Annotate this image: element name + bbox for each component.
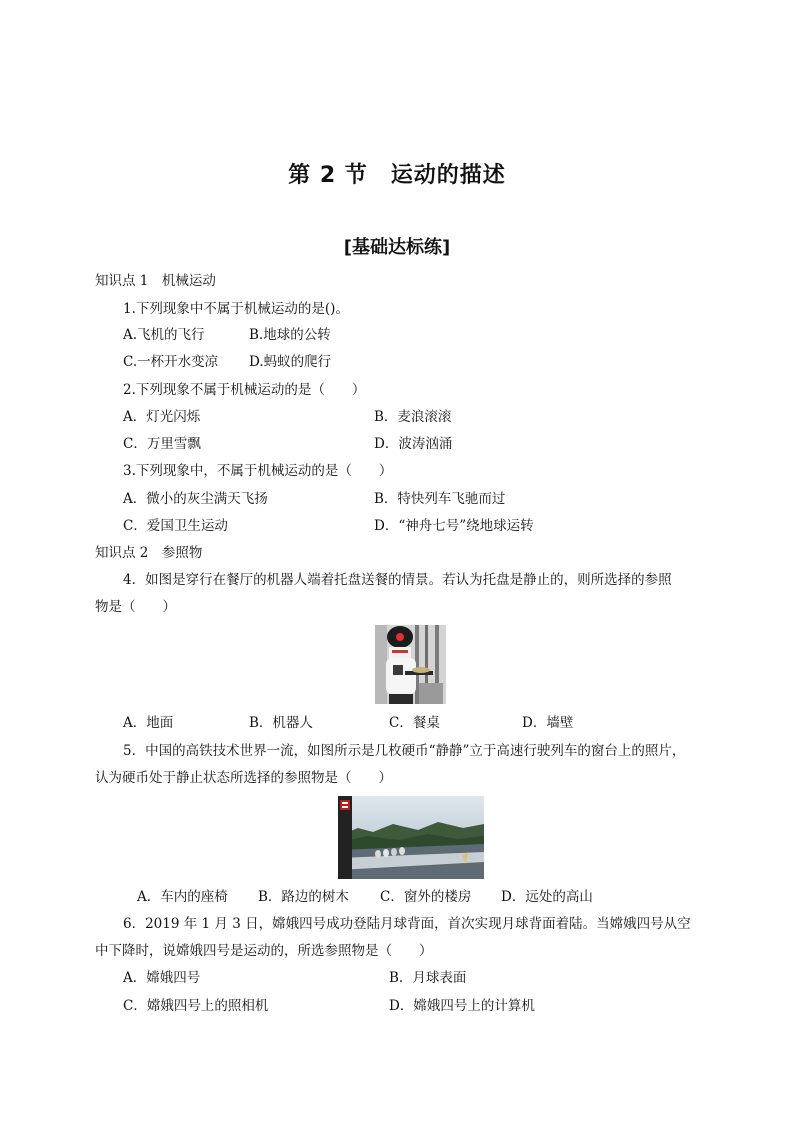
- question-1-option-c: C.一杯开水变凉: [123, 354, 219, 370]
- question-2-option-a: A．灯光闪烁: [123, 409, 201, 425]
- question-6-option-c: C．嫦娥四号上的照相机: [123, 998, 269, 1014]
- question-5-option-d: D．远处的高山: [501, 889, 593, 905]
- question-3-option-a: A．微小的灰尘满天飞扬: [123, 491, 268, 507]
- question-5-option-b: B．路边的树木: [258, 889, 349, 905]
- question-4-option-b: B．机器人: [249, 715, 313, 731]
- question-4-stem-line-2: 物是（ ）: [95, 599, 176, 615]
- robot-waiter-photo: [375, 625, 446, 704]
- knowledge-point-1: 知识点 1 机械运动: [95, 273, 216, 289]
- question-4-option-c: C．餐桌: [389, 715, 440, 731]
- question-4-stem-line-1: 4．如图是穿行在餐厅的机器人端着托盘送餐的情景。若认为托盘是静止的，则所选择的参照: [123, 572, 672, 588]
- question-6-stem-line-2: 中下降时，说嫦娥四号是运动的，所选参照物是（ ）: [95, 943, 433, 959]
- question-1-stem: 1.下列现象中不属于机械运动的是()。: [123, 301, 349, 317]
- coins-on-train-windowsill-photo: [338, 796, 484, 879]
- question-6-option-b: B．月球表面: [389, 970, 467, 986]
- question-2-option-c: C．万里雪飘: [123, 436, 201, 452]
- page-title: 第 2 节 运动的描述: [288, 163, 506, 188]
- question-3-stem: 3.下列现象中，不属于机械运动的是（ ）: [123, 463, 393, 479]
- question-2-option-b: B．麦浪滚滚: [374, 409, 452, 425]
- question-4-option-a: A．地面: [123, 715, 174, 731]
- question-2-stem: 2.下列现象不属于机械运动的是（ ）: [123, 382, 366, 398]
- question-4-option-d: D．墙壁: [522, 715, 574, 731]
- question-6-stem-line-1: 6．2019 年 1 月 3 日，嫦娥四号成功登陆月球背面，首次实现月球背面着陆。当嫦娥四号从空: [123, 916, 691, 932]
- question-5-option-c: C．窗外的楼房: [380, 889, 472, 905]
- question-2-option-d: D．波涛汹涌: [374, 436, 453, 452]
- question-1-option-b: B.地球的公转: [249, 327, 331, 343]
- question-1-option-a: A.飞机的飞行: [123, 327, 205, 343]
- question-6-option-a: A．嫦娥四号: [123, 970, 201, 986]
- question-5-stem-line-1: 5．中国的高铁技术世界一流，如图所示是几枚硬币“静静”立于高速行驶列车的窗台上的照片，: [123, 743, 686, 759]
- section-subtitle: [基础达标练]: [343, 237, 451, 258]
- question-5-stem-line-2: 认为硬币处于静止状态所选择的参照物是（ ）: [95, 770, 392, 786]
- question-3-option-d: D．“神舟七号”绕地球运转: [374, 518, 534, 534]
- question-3-option-c: C．爱国卫生运动: [123, 518, 228, 534]
- knowledge-point-2: 知识点 2 参照物: [95, 545, 203, 561]
- question-5-option-a: A．车内的座椅: [137, 889, 228, 905]
- question-1-option-d: D.蚂蚁的爬行: [249, 354, 332, 370]
- question-6-option-d: D．嫦娥四号上的计算机: [389, 998, 535, 1014]
- question-3-option-b: B．特快列车飞驰而过: [374, 491, 506, 507]
